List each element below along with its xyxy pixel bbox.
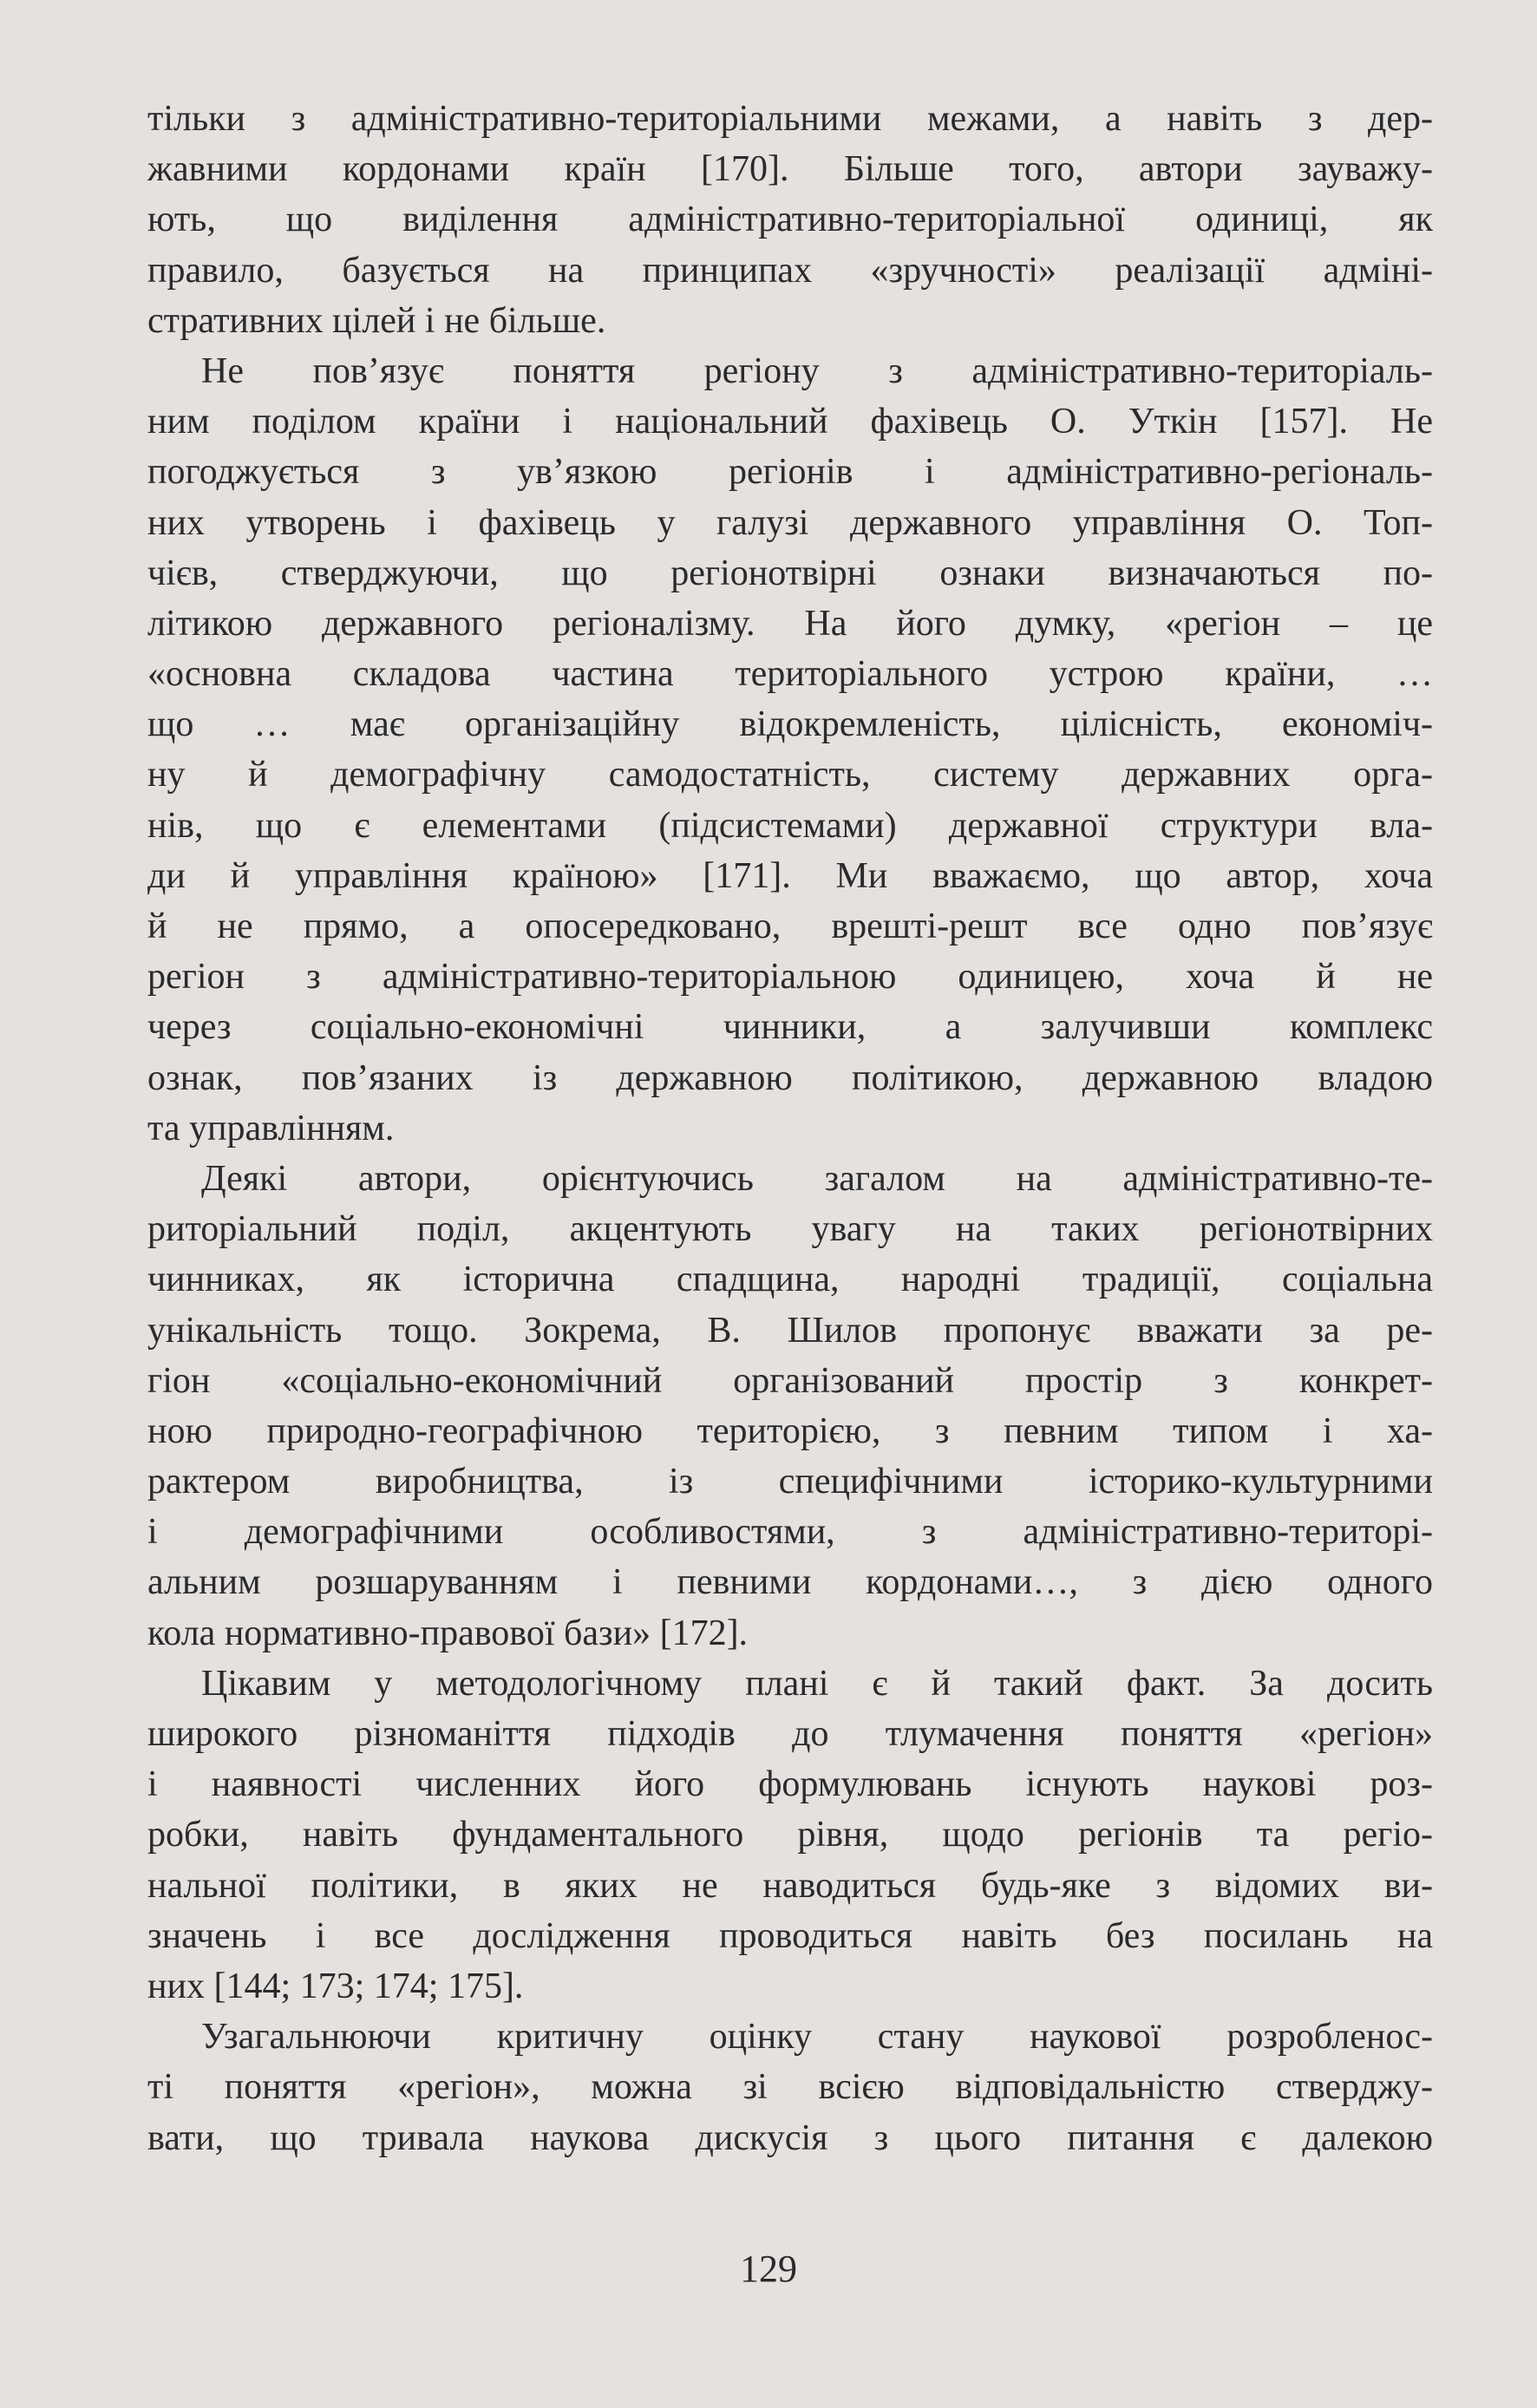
text-line: ди й управління країною» [171]. Ми вважаємо, що автор, хоча [147,855,1433,896]
text-line: рактером виробництва, із специфічними історико-культурними [147,1462,1433,1502]
text-line: ють, що виділення адміністративно-територіальної одиниці, як [147,200,1433,240]
text-line: погоджується з ув’язкою регіонів і адміністративно-регіональ- [147,452,1433,493]
text-line: ті поняття «регіон», можна зі всією відповідальністю стверджу- [147,2067,1433,2108]
text-line: гіон «соціально-економічний організований простір з конкрет- [147,1360,1433,1401]
text-line: ним поділом країни і національний фахівець О. Уткін [157]. Не [147,402,1433,442]
page-number: 129 [740,2248,797,2290]
text-line: й не прямо, а опосередковано, врешті-решт все одно пов’язує [147,906,1433,946]
text-line: риторіальний поділ, акцентують увагу на таких регіонотвірних [147,1209,1433,1250]
text-line: широкого різноманіття підходів до тлумачення поняття «регіон» [147,1714,1433,1754]
text-line: ну й демографічну самодостатність, систему державних орга- [147,755,1433,795]
text-line: значень і все дослідження проводиться навіть без посилань на [147,1915,1433,1956]
text-line: та управлінням. [147,1108,395,1148]
text-line: жавними кордонами країн [170]. Більше того, автори зауважу- [147,149,1433,190]
text-line: Цікавим у методологічному плані є й такий факт. За досить [201,1663,1433,1704]
text-line: і демографічними особливостями, з адміністративно-територі- [147,1512,1433,1553]
body-text [147,94,1433,2163]
text-line: Деякі автори, орієнтуючись загалом на адміністративно-те- [201,1158,1433,1199]
text-line: кола нормативно-правової бази» [172]. [147,1613,749,1653]
text-line: стративних цілей і не більше. [147,300,606,341]
text-line: чинниках, як історична спадщина, народні традиції, соціальна [147,1260,1433,1300]
text-line: Узагальнюючи критичну оцінку стану наукової розробленос- [201,2017,1433,2058]
text-line: нальної політики, в яких не наводиться будь-яке з відомих ви- [147,1865,1433,1906]
text-line: правило, базується на принципах «зручності» реалізації адміні- [147,250,1433,291]
text-line: регіон з адміністративно-територіальною одиницею, хоча й не [147,957,1433,998]
text-line: них [144; 173; 174; 175]. [147,1966,524,2006]
text-line: ною природно-географічною територією, з певним типом і ха- [147,1410,1433,1451]
text-line: через соціально-економічні чинники, а залучивши комплекс [147,1007,1433,1048]
text-line: чієв, стверджуючи, що регіонотвірні ознаки визначаються по- [147,553,1433,593]
text-line: ознак, пов’язаних із державною політикою, державною владою [147,1057,1433,1098]
text-line: що … має організаційну відокремленість, цілісність, економіч- [147,704,1433,745]
text-line: альним розшаруванням і певними кордонами…, з дією одного [147,1562,1433,1603]
text-line: вати, що тривала наукова дискусія з цього питання є далекою [147,2117,1433,2158]
text-line: Не пов’язує поняття регіону з адміністративно-територіаль- [201,350,1433,391]
text-line: літикою державного регіоналізму. На його думку, «регіон – це [147,603,1433,644]
text-line: них утворень і фахівець у галузі державного управління О. Топ- [147,502,1433,543]
text-line: і наявності численних його формулювань існують наукові роз- [147,1764,1433,1805]
text-line: унікальність тощо. Зокрема, В. Шилов пропонує вважати за ре- [147,1310,1433,1351]
text-line: нів, що є елементами (підсистемами) державної структури вла- [147,805,1433,846]
text-line: тільки з адміністративно-територіальними межами, а навіть з дер- [147,99,1433,139]
text-line: робки, навіть фундаментального рівня, щодо регіонів та регіо- [147,1815,1433,1855]
text-line: «основна складова частина територіального устрою країни, … [147,654,1433,695]
